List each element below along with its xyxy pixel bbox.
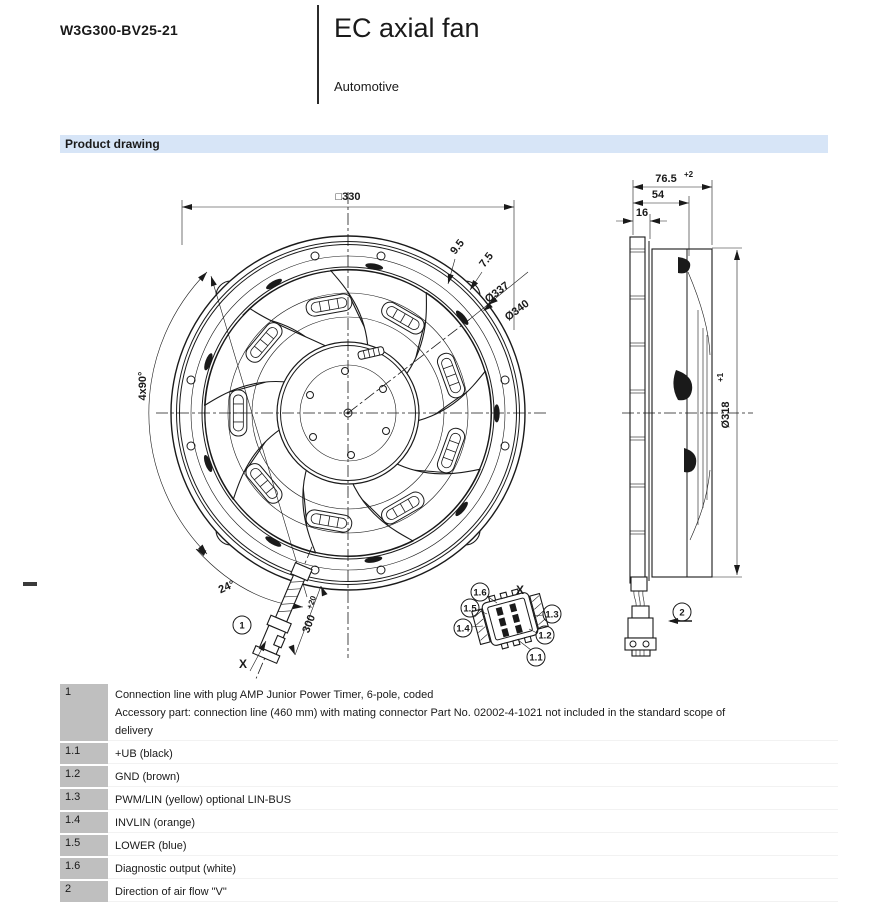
- table-row: [60, 743, 838, 764]
- callout-pin-16: 1.6: [473, 587, 487, 599]
- product-model: W3G300-BV25-21: [60, 22, 178, 38]
- dim-d340-label: Ø340: [502, 297, 532, 324]
- dim-24-label: 24°: [216, 578, 237, 597]
- callout-pin-15: 1.5: [463, 603, 477, 615]
- airflow-direction: [668, 603, 692, 624]
- row-text: LOWER (blue): [108, 835, 838, 856]
- page-subtitle: Automotive: [334, 79, 400, 94]
- dim-d318-label: Ø318: [720, 401, 732, 429]
- callout-pin-13: 1.3: [545, 609, 559, 621]
- page-title: EC axial fan: [334, 13, 480, 43]
- table-row: [60, 812, 838, 833]
- row-text: +UB (black): [108, 743, 838, 764]
- table-row: [60, 858, 838, 879]
- dim-d337-label: Ø337: [482, 279, 512, 306]
- callout-1: 1: [239, 620, 245, 632]
- detail-x-label: X: [515, 583, 525, 597]
- table-row: [60, 835, 838, 856]
- dim-765-label: 76.5: [655, 173, 677, 185]
- row-id: 1.1: [60, 743, 108, 764]
- row-id: 1.5: [60, 835, 108, 856]
- connector-detail: [454, 583, 561, 666]
- row-text: PWM/LIN (yellow) optional LIN-BUS: [108, 789, 838, 810]
- row-id: 1.4: [60, 812, 108, 833]
- row-id: 1.3: [60, 789, 108, 810]
- callout-pin-12: 1.2: [538, 630, 552, 642]
- dim-54-label: 54: [651, 189, 665, 201]
- dim-16: [616, 207, 667, 239]
- row-text: Connection line with plug AMP Junior Power Timer, 6-pole, coded Accessory part: connection line (460 mm) with mating connector Part No. 02002-4-1021 not included in the standard scope of delivery: [108, 684, 838, 741]
- section-title: Product drawing: [65, 137, 160, 151]
- legend-table: [60, 684, 838, 902]
- row-text: INVLIN (orange): [108, 812, 838, 833]
- row-text: Diagnostic output (white): [108, 858, 838, 879]
- table-row: [60, 766, 838, 787]
- dim-square-label: □330: [335, 191, 361, 203]
- dim-4x90-label: 4x90°: [137, 371, 149, 401]
- row-id: 1.6: [60, 858, 108, 879]
- callout-pin-11: 1.1: [529, 652, 543, 664]
- dim-16-label: 16: [635, 207, 649, 219]
- callout-2: 2: [679, 607, 685, 619]
- side-connector: [625, 577, 656, 656]
- callout-pin-14: 1.4: [456, 623, 470, 635]
- table-row: [60, 684, 838, 741]
- axis-x-label: X: [238, 657, 248, 671]
- dim-75-label: 7.5: [477, 250, 497, 270]
- dim-d318-tol: +1: [716, 372, 725, 382]
- row-id: 2: [60, 881, 108, 902]
- table-row: [60, 789, 838, 810]
- row-text: GND (brown): [108, 766, 838, 787]
- row-id: 1: [60, 684, 108, 741]
- row-text: Direction of air flow "V": [108, 881, 838, 902]
- dim-765-tol: +2: [684, 170, 694, 179]
- table-row: [60, 881, 838, 902]
- dim-95-label: 9.5: [448, 237, 468, 257]
- dim-d318: [716, 250, 740, 575]
- dim-300-tol: +20: [304, 594, 319, 611]
- dim-300-label: 300: [300, 613, 319, 635]
- row-id: 1.2: [60, 766, 108, 787]
- side-view: [616, 170, 753, 656]
